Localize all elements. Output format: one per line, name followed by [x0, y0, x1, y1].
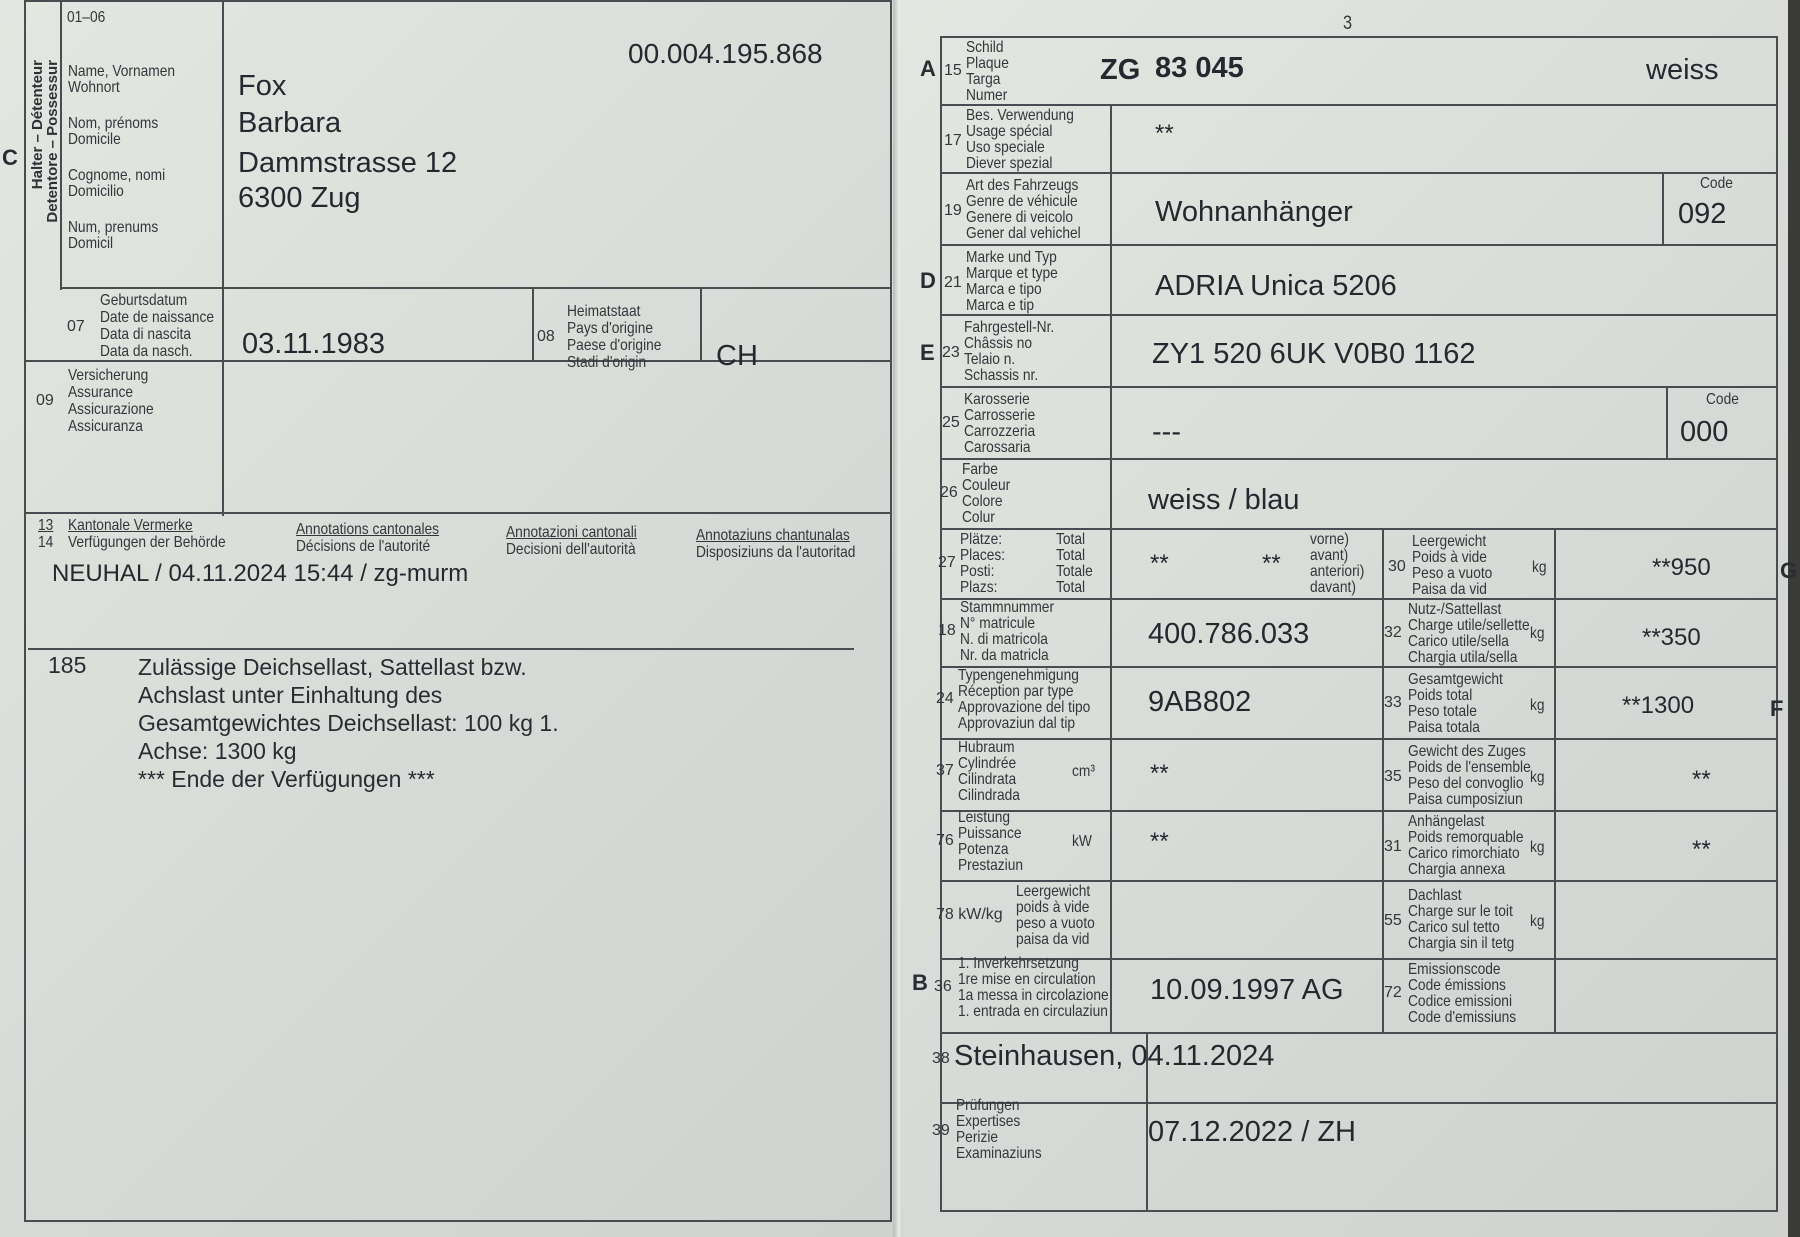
seats-front-label: davant)	[1310, 579, 1356, 596]
special-use-label: Diever spezial	[966, 155, 1053, 172]
seats-label: Posti:	[960, 563, 995, 580]
empty-weight-number: 30	[1388, 558, 1406, 575]
vehicle-type-value: Wohnanhänger	[1155, 196, 1353, 228]
trailer-load-number: 31	[1384, 838, 1402, 855]
roof-load-number: 55	[1384, 912, 1402, 929]
chassis-label: Châssis no	[964, 335, 1033, 352]
make-label: Marca e tipo	[966, 281, 1042, 298]
payload-label: Charge utile/sellette	[1408, 617, 1530, 634]
total-weight-label: Poids total	[1408, 687, 1473, 704]
remarks-line: Zulässige Deichsellast, Sattellast bzw.	[138, 654, 527, 680]
train-weight-unit: kg	[1530, 769, 1545, 786]
empty-weight-label: Peso a vuoto	[1412, 565, 1493, 582]
inspections-value: 07.12.2022 / ZH	[1148, 1116, 1356, 1148]
seats-front-label: avant)	[1310, 547, 1349, 564]
matricule-label: N. di matricola	[960, 631, 1048, 648]
train-weight-label: Gewicht des Zuges	[1408, 743, 1526, 760]
cantonal-label-it-2: Decisioni dell'autorità	[506, 541, 636, 558]
train-weight-value: **	[1692, 766, 1711, 793]
seats-total-label: Totale	[1056, 563, 1093, 580]
seats-label: Plazs:	[960, 579, 998, 596]
origin-label: Pays d'origine	[567, 320, 653, 337]
cantonal-label-it: Annotazioni cantonali	[506, 524, 637, 541]
emission-label: Code d'emissiuns	[1408, 1009, 1517, 1026]
body-code-label: Code	[1706, 391, 1739, 408]
kw-kg-label: poids à vide	[1016, 899, 1090, 916]
body-label: Carossaria	[964, 439, 1031, 456]
type-approval-label: Approvaziun dal tip	[958, 715, 1076, 732]
divider	[940, 528, 1778, 530]
emission-label: Code émissions	[1408, 977, 1506, 994]
chassis-label: Telaio n.	[964, 351, 1016, 368]
seats-total-label: Total	[1056, 579, 1086, 596]
kw-kg-label: peso a vuoto	[1016, 915, 1095, 932]
birth-label: Data da nasch.	[100, 343, 193, 360]
remarks-line: Achslast unter Einhaltung des	[138, 682, 443, 708]
inspections-number: 39	[932, 1122, 950, 1139]
divider	[1666, 386, 1668, 458]
empty-weight-value: **950	[1652, 554, 1711, 581]
trailer-load-label: Anhängelast	[1408, 813, 1485, 830]
empty-weight-label: Paisa da vid	[1412, 581, 1487, 598]
cantonal-label-rm: Annotaziuns chantunalas	[696, 527, 850, 544]
vehicle-type-code-label: Code	[1700, 175, 1733, 192]
insurance-label: Assicuranza	[68, 418, 143, 435]
empty-weight-label: Poids à vide	[1412, 549, 1487, 566]
plate-number: 83 045	[1155, 52, 1244, 84]
trailer-load-label: Carico rimorchiato	[1408, 845, 1520, 862]
side-letter-f: F	[1770, 696, 1784, 721]
divider	[60, 287, 892, 289]
matricule-value: 400.786.033	[1148, 618, 1310, 650]
roof-load-label: Carico sul tetto	[1408, 919, 1500, 936]
displacement-label: Hubraum	[958, 739, 1015, 756]
section-code: 01–06	[67, 9, 106, 26]
birth-date: 03.11.1983	[242, 328, 385, 360]
cantonal-label-fr: Annotations cantonales	[296, 521, 440, 538]
side-letter-g: G	[1780, 558, 1798, 583]
place-date-value: Steinhausen, 04.11.2024	[954, 1040, 1275, 1072]
chassis-value: ZY1 520 6UK V0B0 1162	[1152, 338, 1476, 370]
first-registration-value: 10.09.1997 AG	[1150, 974, 1344, 1006]
vehicle-type-label: Genre de véhicule	[966, 193, 1078, 210]
payload-value: **350	[1642, 624, 1701, 651]
trailer-load-label: Poids remorquable	[1408, 829, 1524, 846]
roof-load-label: Dachlast	[1408, 887, 1462, 904]
divider	[940, 386, 1778, 388]
displacement-unit: cm³	[1072, 763, 1095, 780]
divider	[940, 738, 1778, 740]
emission-label: Emissionscode	[1408, 961, 1501, 978]
name-label: Nom, prénoms	[68, 115, 159, 132]
color-label: Colore	[962, 493, 1003, 510]
cantonal-label-de-2: Verfügungen der Behörde	[68, 534, 226, 551]
displacement-number: 37	[936, 762, 954, 779]
chassis-label: Schassis nr.	[964, 367, 1039, 384]
total-weight-number: 33	[1384, 694, 1402, 711]
name-label: Domicilio	[68, 183, 124, 200]
make-number: 21	[944, 274, 962, 291]
power-unit: kW	[1072, 833, 1092, 850]
holder-city: 6300 Zug	[238, 182, 361, 214]
trailer-load-value: **	[1692, 836, 1711, 863]
remarks-code: 185	[48, 652, 87, 678]
divider	[940, 880, 1778, 882]
name-label: Cognome, nomi	[68, 167, 166, 184]
power-label: Leistung	[958, 809, 1011, 826]
divider	[940, 1032, 1778, 1034]
holder-surname: Fox	[238, 70, 287, 102]
matricule-label: N° matricule	[960, 615, 1036, 632]
vehicle-type-label: Gener dal vehichel	[966, 225, 1081, 242]
roof-load-label: Charge sur le toit	[1408, 903, 1513, 920]
color-number: 26	[940, 484, 958, 501]
side-letter-a: A	[920, 56, 936, 81]
insurance-number: 09	[36, 392, 54, 409]
total-weight-label: Peso totale	[1408, 703, 1477, 720]
page-number: 3	[1343, 13, 1353, 34]
divider	[940, 458, 1778, 460]
chassis-label: Fahrgestell-Nr.	[964, 319, 1055, 336]
birth-label: Data di nascita	[100, 326, 192, 343]
displacement-label: Cilindrata	[958, 771, 1017, 788]
displacement-value: **	[1150, 760, 1169, 787]
color-label: Colur	[962, 509, 995, 526]
birth-label: Date de naissance	[100, 309, 214, 326]
type-approval-number: 24	[936, 690, 954, 707]
payload-unit: kg	[1530, 625, 1545, 642]
body-code: 000	[1680, 416, 1729, 448]
plate-label: Targa	[966, 71, 1001, 88]
body-label: Carrosserie	[964, 407, 1036, 424]
side-letter-c: C	[2, 145, 18, 170]
seats-total-label: Total	[1056, 531, 1086, 548]
divider	[28, 648, 854, 650]
payload-label: Carico utile/sella	[1408, 633, 1509, 650]
color-value: weiss / blau	[1148, 484, 1300, 516]
first-registration-number: 36	[934, 978, 952, 995]
payload-label: Nutz-/Sattellast	[1408, 601, 1502, 618]
power-label: Potenza	[958, 841, 1009, 858]
train-weight-number: 35	[1384, 768, 1402, 785]
origin-label: Stadi d'origin	[567, 354, 647, 371]
emission-number: 72	[1384, 984, 1402, 1001]
special-use-label: Uso speciale	[966, 139, 1045, 156]
first-registration-label: 1re mise en circulation	[958, 971, 1096, 988]
name-label: Domicile	[68, 131, 121, 148]
divider	[940, 810, 1778, 812]
plate-number-code: 15	[944, 62, 962, 79]
body-label: Carrozzeria	[964, 423, 1036, 440]
holder-street: Dammstrasse 12	[238, 147, 458, 179]
make-label: Marca e tip	[966, 297, 1035, 314]
special-use-label: Usage spécial	[966, 123, 1053, 140]
divider	[940, 598, 1778, 600]
emission-label: Codice emissioni	[1408, 993, 1513, 1010]
remarks-line: Gesamtgewichtes Deichsellast: 100 kg 1.	[138, 710, 559, 736]
kw-kg-number: 78 kW/kg	[936, 906, 1003, 923]
roof-load-unit: kg	[1530, 913, 1545, 930]
side-letter-e: E	[920, 340, 935, 365]
first-registration-label: 1. Inverkehrsetzung	[958, 955, 1079, 972]
empty-weight-unit: kg	[1532, 559, 1547, 576]
make-label: Marke und Typ	[966, 249, 1057, 266]
birth-number: 07	[67, 318, 85, 335]
type-approval-value: 9AB802	[1148, 686, 1252, 718]
divider	[940, 104, 1778, 106]
matricule-label: Stammnummer	[960, 599, 1055, 616]
vehicle-type-label: Genere di veicolo	[966, 209, 1074, 226]
name-label: Name, Vornamen	[68, 63, 176, 80]
side-letter-b: B	[912, 970, 928, 995]
divider	[24, 512, 892, 514]
remarks-line: *** Ende der Verfügungen ***	[138, 766, 435, 792]
plate-label: Numer	[966, 87, 1008, 104]
displacement-label: Cilindrada	[958, 787, 1020, 804]
power-number: 76	[936, 832, 954, 849]
origin-number: 08	[537, 328, 555, 345]
place-date-number: 38	[932, 1050, 950, 1067]
special-use-label: Bes. Verwendung	[966, 107, 1074, 124]
total-weight-value: **1300	[1622, 692, 1695, 719]
type-approval-label: Typengenehmigung	[958, 667, 1079, 684]
payload-label: Chargia utila/sella	[1408, 649, 1518, 666]
cantonal-label-fr-2: Décisions de l'autorité	[296, 538, 431, 555]
body-label: Karosserie	[964, 391, 1030, 408]
seats-number: 27	[938, 554, 956, 571]
holder-vertical-label-2: Detentore – Possessur	[44, 60, 61, 223]
cantonal-entry: NEUHAL / 04.11.2024 15:44 / zg-murm	[52, 560, 469, 587]
inspections-label: Perizie	[956, 1129, 999, 1146]
holder-vertical-label: Halter – Détenteur	[29, 60, 46, 190]
type-approval-label: Approvazione del tipo	[958, 699, 1091, 716]
divider	[222, 0, 224, 516]
trailer-load-unit: kg	[1530, 839, 1545, 856]
special-use-number: 17	[944, 132, 962, 149]
plate-color: weiss	[1646, 54, 1719, 86]
train-weight-label: Poids de l'ensemble	[1408, 759, 1531, 776]
train-weight-label: Paisa cumposiziun	[1408, 791, 1523, 808]
holder-first-name: Barbara	[238, 107, 342, 139]
empty-weight-label: Leergewicht	[1412, 533, 1487, 550]
body-value: ---	[1152, 416, 1181, 448]
name-label: Domicil	[68, 235, 114, 252]
insurance-label: Versicherung	[68, 367, 149, 384]
registration-number: 00.004.195.868	[628, 38, 823, 69]
color-label: Farbe	[962, 461, 998, 478]
total-weight-unit: kg	[1530, 697, 1545, 714]
seats-front-label: anteriori)	[1310, 563, 1365, 580]
origin-country: CH	[716, 340, 758, 372]
vehicle-type-number: 19	[944, 202, 962, 219]
divider	[1662, 172, 1664, 244]
make-value: ADRIA Unica 5206	[1155, 270, 1397, 302]
kw-kg-label: Leergewicht	[1016, 883, 1091, 900]
side-letter-d: D	[920, 268, 936, 293]
remarks-line: Achse: 1300 kg	[138, 738, 297, 764]
divider	[24, 360, 892, 362]
displacement-label: Cylindrée	[958, 755, 1017, 772]
seats-front-value: **	[1262, 550, 1281, 577]
seats-front-label: vorne)	[1310, 531, 1350, 548]
color-label: Couleur	[962, 477, 1011, 494]
matricule-number: 18	[938, 622, 956, 639]
divider	[940, 244, 1778, 246]
origin-label: Heimatstaat	[567, 303, 641, 320]
inspections-label: Examinaziuns	[956, 1145, 1042, 1162]
divider	[532, 287, 534, 362]
divider	[940, 1102, 1778, 1104]
roof-load-label: Chargia sin il tetg	[1408, 935, 1515, 952]
seats-label: Plätze:	[960, 531, 1003, 548]
matricule-label: Nr. da matricla	[960, 647, 1049, 664]
type-approval-label: Réception par type	[958, 683, 1074, 700]
seats-total-label: Total	[1056, 547, 1086, 564]
first-registration-label: 1. entrada en circulaziun	[958, 1003, 1108, 1020]
plate-label: Plaque	[966, 55, 1009, 72]
first-registration-label: 1a messa in circolazione	[958, 987, 1109, 1004]
kw-kg-label: paisa da vid	[1016, 931, 1090, 948]
special-use-value: **	[1155, 120, 1174, 147]
divider	[940, 172, 1778, 174]
birth-label: Geburtsdatum	[100, 292, 188, 309]
trailer-load-label: Chargia annexa	[1408, 861, 1506, 878]
plate-canton: ZG	[1100, 54, 1141, 86]
body-number: 25	[942, 414, 960, 431]
seats-label: Places:	[960, 547, 1006, 564]
divider	[940, 314, 1778, 316]
make-label: Marque et type	[966, 265, 1058, 282]
cantonal-label-de: Kantonale Vermerke	[68, 517, 193, 534]
registration-right-page	[900, 0, 1798, 1237]
vehicle-type-code: 092	[1678, 198, 1727, 230]
payload-number: 32	[1384, 624, 1402, 641]
origin-label: Paese d'origine	[567, 337, 662, 354]
insurance-label: Assurance	[68, 384, 134, 401]
cantonal-label-rm-2: Disposiziuns da l'autoritad	[696, 544, 856, 561]
plate-label: Schild	[966, 39, 1004, 56]
vehicle-type-label: Art des Fahrzeugs	[966, 177, 1079, 194]
total-weight-label: Gesamtgewicht	[1408, 671, 1503, 688]
cantonal-number-13: 13	[38, 517, 54, 534]
divider	[1554, 528, 1556, 1032]
inspections-label: Expertises	[956, 1113, 1021, 1130]
power-label: Puissance	[958, 825, 1022, 842]
train-weight-label: Peso del convoglio	[1408, 775, 1524, 792]
insurance-label: Assicurazione	[68, 401, 154, 418]
chassis-number: 23	[942, 344, 960, 361]
power-value: **	[1150, 828, 1169, 855]
inspections-label: Prüfungen	[956, 1097, 1020, 1114]
name-label: Num, prenums	[68, 219, 159, 236]
name-label: Wohnort	[68, 79, 120, 96]
divider	[700, 287, 702, 362]
power-label: Prestaziun	[958, 857, 1024, 874]
seats-total-value: **	[1150, 550, 1169, 577]
total-weight-label: Paisa totala	[1408, 719, 1480, 736]
cantonal-number-14: 14	[38, 534, 54, 551]
